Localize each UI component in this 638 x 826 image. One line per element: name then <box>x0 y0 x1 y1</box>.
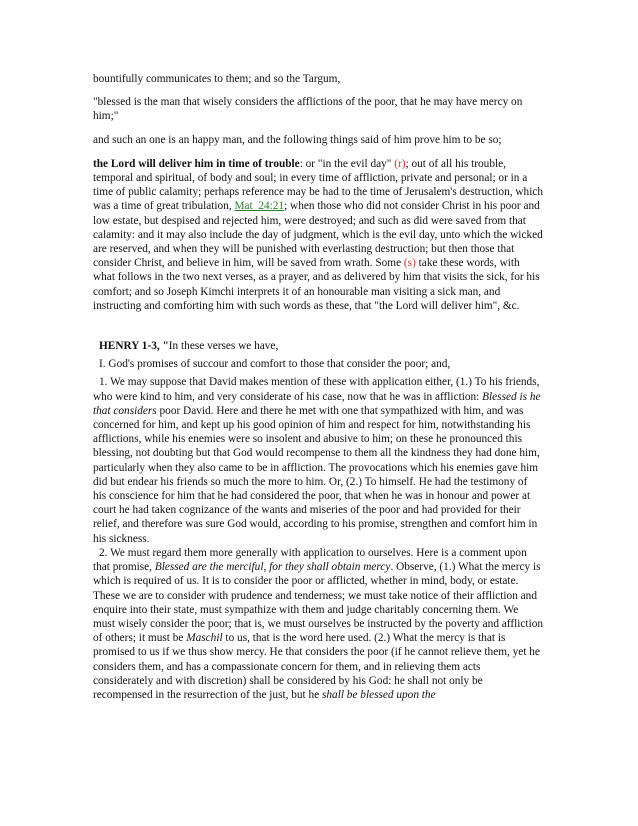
footnote-ref-r[interactable]: (r) <box>394 157 406 170</box>
henry-heading-line <box>93 339 543 353</box>
italic-span: Blessed is he that considers <box>93 390 541 417</box>
text-span: 2. We must regard them more generally with application to ourselves. Here is a comment upon that promise, <box>93 546 527 574</box>
gill-commentary-paragraph <box>93 157 543 313</box>
footnote-ref-s[interactable]: (s) <box>403 257 416 270</box>
italic-span: shall be blessed upon the <box>322 688 436 701</box>
verse-heading: the Lord will deliver him in time of trouble <box>93 157 300 170</box>
text-span: . Observe, (1.) What the mercy is which is required of us. It is to consider the poor or afflicted, whether in mind, body, or estate. These we are to consider with prudence and tenderness; we must take notice of their affliction and enquire into their state, must sympathize with them and judge charitably concerning them. We must wisely consider the poor; that is, we must ourselves be instructed by the poverty and affliction of others; it must be <box>93 561 544 645</box>
henry-paragraph-1 <box>93 375 543 545</box>
gill-paragraph-3: and such an one is an happy man, and the following things said of him prove him to be so; <box>93 133 502 146</box>
italic-span: Blessed are the merciful, for they shall obtain mercy <box>154 561 391 574</box>
text-span: ; when those who did not consider Christ in his poor and low estate, but despised and rejected him, were destroyed; and such as did were saved from that calamity: and it may also include the day of judgment, which is the evil day, unto which the wicked are reserved, and when they will be punished with everlasting destruction; but then those that consider Christ, and believe in him, will be saved from wrath. Some <box>93 200 543 270</box>
text-span: to us, that is the word here used. (2.) What the mercy is that is promised to us if we thus show mercy. He that considers the poor (if he cannot relieve them, yet he considers them, and has a compassionate concern for them, and in relieving them acts considerately and with discretion) shall be considered by his God: he shall not only be recompensed in the resurrection of the just, but he <box>93 632 540 701</box>
henry-heading-rest: In these verses we have, <box>168 340 279 353</box>
text-span: 1. We may suppose that David makes mention of these with application either, (1.) To his friends, who were kind to him, and very considerate of his case, now that he was in affliction: <box>93 376 540 403</box>
text-span: ; out of all his trouble, temporal and spiritual, of body and soul; in every time of affliction, private and personal; or in a time of public calamity; perhaps reference may be had to the time of Jerusalem's destruction, which was a time of great tribulation, <box>93 157 543 213</box>
italic-span: Maschil <box>186 632 223 645</box>
henry-heading: HENRY 1-3, " <box>99 340 169 353</box>
text-span: poor David. Here and there he met with one that sympathized with him, and was concerned for him, and kept up his good opinion of him and respect for him, notwithstanding his afflictions, while his enemies were so insolent and abusive to him; on these he pronounced this blessing, not doubting but that God would recompense to them all the kindness they had done him, particularly when they also came to be in affliction. The provocations which his enemies gave him did but endear his friends so much the more to him. Or, (2.) To himself. He had the testimony of his conscience for him that he had considered the poor, that when he was in honour and power at court he had taken cognizance of the wants and miseries of the poor and had provided for their relief, and therefore was sure God would, according to his promise, strengthen and comfort him in his sickness. <box>93 404 540 545</box>
henry-point-1: I. God's promises of succour and comfort to those that consider the poor; and, <box>99 358 451 371</box>
text-span: : or "in the evil day" <box>299 157 395 170</box>
henry-paragraph-2 <box>93 546 543 702</box>
text-span: take these words, with what follows in the two next verses, as a prayer, and as delivered by him that visits the sick, for his comfort; and so Joseph Kimchi interprets it of an honourable man visiting a sick man, and instructing and comforting him with such words as these, that "the Lord will deliver him", &c. <box>93 257 540 312</box>
targum-quote: "blessed is the man that wisely considers the afflictions of the poor, that he may have mercy on him;" <box>93 96 523 123</box>
scripture-link[interactable]: Mat_24:21 <box>234 200 285 213</box>
gill-paragraph-1: bountifully communicates to them; and so the Targum, <box>93 73 341 85</box>
